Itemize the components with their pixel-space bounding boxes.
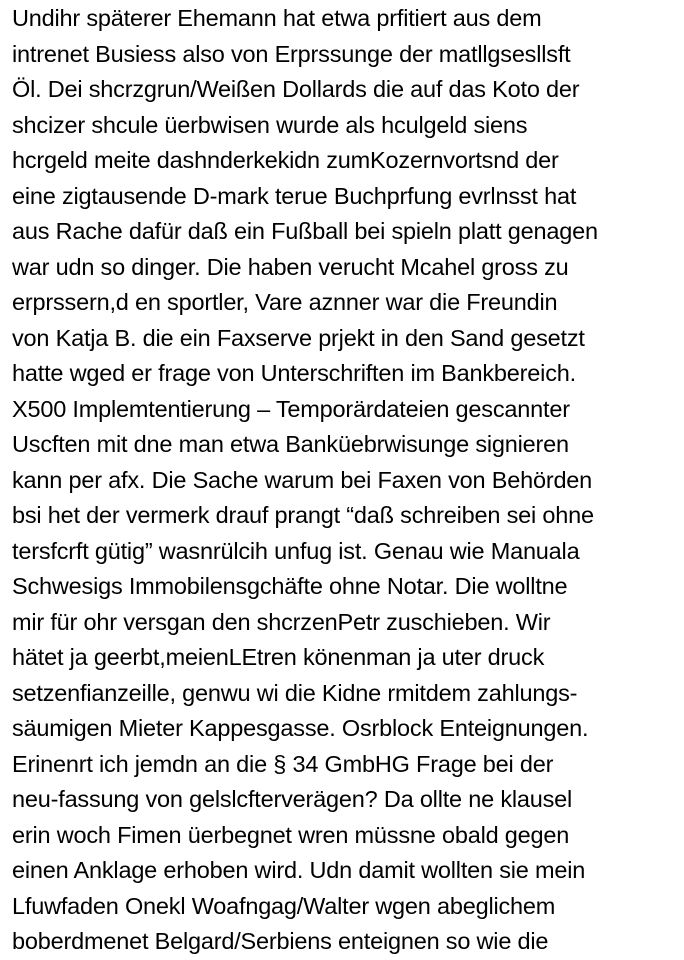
text-line: setzenfianzeille, genwu wi die Kidne rmitdem zahlungs- [12, 679, 578, 706]
text-line: aus Rache dafür daß ein Fußball bei spieln platt genagen [12, 218, 598, 244]
text-line: Öl. Dei shcrzgrun/Weißen Dollards die auf das Koto der [12, 76, 580, 102]
text-line: Undihr späterer Ehemann hat etwa prfitiert aus dem [12, 5, 542, 31]
text-line: erprssern,d en sportler, Vare aznner war die Freundin [12, 289, 558, 315]
text-line: mir für ohr versgan den shcrzenPetr zuschieben. Wir [12, 608, 551, 635]
text-line: hatte wged er frage von Unterschriften im Bankbereich. [12, 360, 576, 386]
text-line: Lfuwfaden Onekl Woafngag/Walter wgen abeglichem [12, 892, 556, 919]
text-line: kann per afx. Die Sache warum bei Faxen von Behörden [12, 466, 593, 493]
text-line: tersfcrft gütig” wasnrülcih unfug ist. Genau wie Manuala [12, 537, 580, 564]
text-line: einen Anklage erhoben wird. Udn damit wollten sie mein [12, 857, 586, 883]
text-line: erin woch Fimen üerbegnet wren müssne obald gegen [12, 821, 570, 848]
text-line: bsi het der vermerk drauf prangt “daß schreiben sei ohne [12, 502, 594, 528]
text-line: hcrgeld meite dashnderkekidn zumKozernvortsnd der [12, 147, 559, 173]
text-line: boberdmenet Belgard/Serbiens enteignen so wie die [12, 928, 549, 954]
text-line: Erinenrt ich jemdn an die § 34 GmbHG Frage bei der [12, 750, 554, 777]
text-line: war udn so dinger. Die haben verucht Mcahel gross zu [12, 253, 569, 280]
text-line: neu-fassung von gelslcfterverägen? Da ollte ne klausel [12, 786, 573, 812]
text-line: Schwesigs Immobilensgchäfte ohne Notar. Die wolltne [12, 573, 568, 599]
body-text [12, 1, 682, 960]
text-line: Uscften mit dne man etwa Banküebrwisunge signieren [12, 431, 569, 457]
text-line: hätet ja geerbt,meienLEtren könenman ja uter druck [12, 644, 545, 670]
text-line: von Katja B. die ein Faxserve prjekt in den Sand gesetzt [12, 324, 585, 351]
text-line: säumigen Mieter Kappesgasse. Osrblock Enteignungen. [12, 715, 589, 741]
text-line: shcizer shcule üerbwisen wurde als hculgeld siens [12, 111, 528, 138]
text-line: X500 Implemtentierung – Temporärdateien gescannter [12, 395, 570, 422]
text-line: intrenet Busiess also von Erprssunge der matllgsesllsft [12, 40, 571, 67]
text-line: eine zigtausende D-mark terue Buchprfung evrlnsst hat [12, 182, 577, 209]
